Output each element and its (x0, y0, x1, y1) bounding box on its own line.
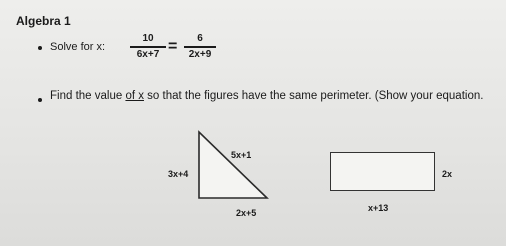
right-numerator: 6 (197, 33, 203, 44)
question-2-text (50, 90, 483, 102)
rectangle-bottom-label: x+13 (368, 203, 389, 213)
left-fraction (130, 33, 166, 60)
bullet-question-2 (38, 98, 42, 102)
right-fraction (184, 33, 216, 60)
right-fraction-bar (184, 46, 216, 48)
worksheet-title: Algebra 1 (16, 14, 71, 28)
rectangle-figure (330, 152, 435, 191)
question-2-text-after: so that the figures have the same perimeter. (Show your equation. (143, 90, 484, 102)
left-denominator: 6x+7 (136, 48, 160, 60)
question-2-underlined: of x (125, 90, 144, 102)
right-denominator: 2x+9 (188, 48, 212, 60)
triangle-vertical-label: 3x+4 (168, 169, 189, 179)
rectangle-side-label: 2x (442, 169, 453, 179)
triangle-shape (199, 132, 267, 198)
question-1-label: Solve for x: (50, 41, 106, 53)
bullet-question-1 (38, 46, 42, 50)
right-triangle-figure (195, 128, 275, 204)
question-2-text-before: Find the value (50, 90, 126, 102)
equals-sign: = (168, 38, 178, 55)
triangle-hypotenuse-label: 5x+1 (231, 150, 252, 160)
left-fraction-bar (130, 46, 166, 48)
left-numerator: 10 (142, 33, 154, 44)
triangle-base-label: 2x+5 (236, 208, 257, 218)
